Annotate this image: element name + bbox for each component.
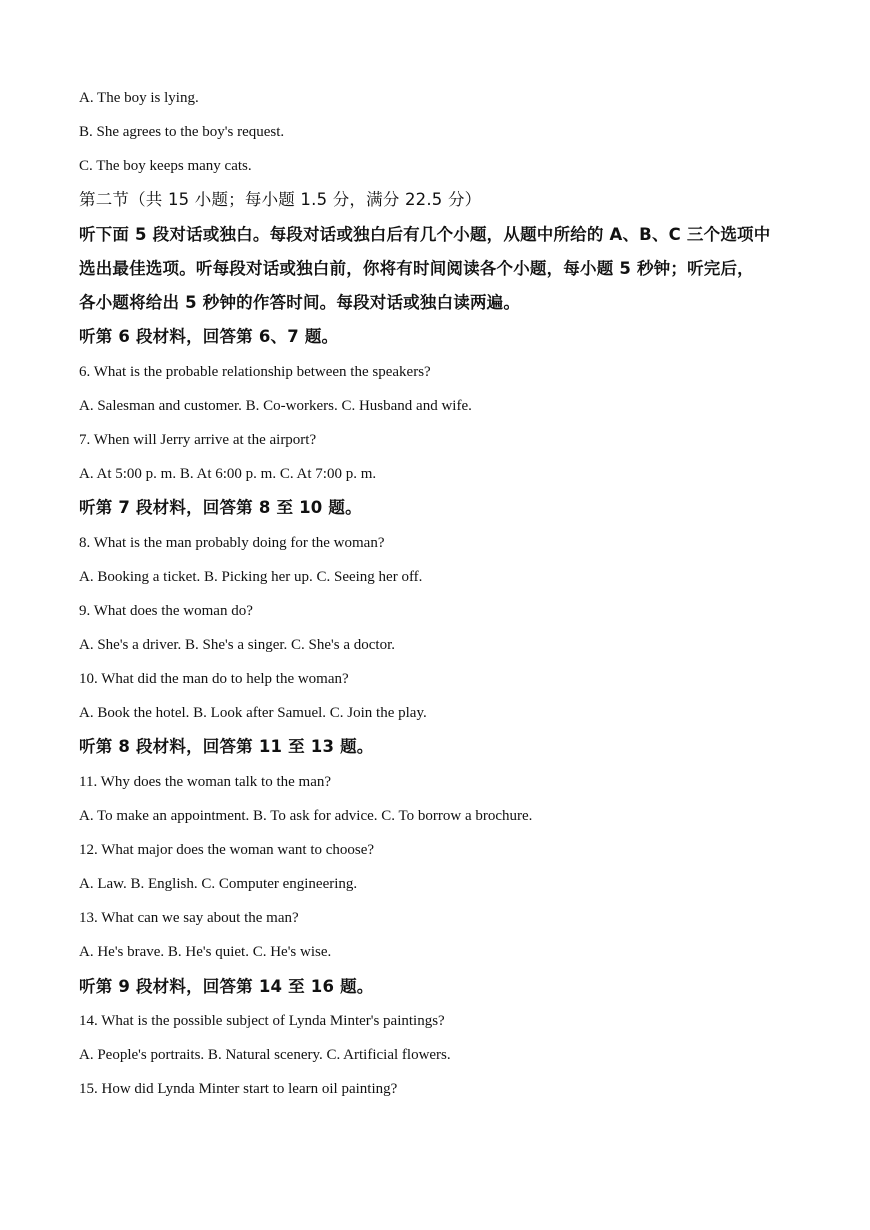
answer-options: A. Law. B. English. C. Computer engineering. <box>79 876 358 892</box>
answer-options: A. Book the hotel. B. Look after Samuel. C. Join the play. <box>79 705 427 721</box>
material-heading: 听第 9 段材料，回答第 14 至 16 题。 <box>79 977 374 996</box>
material-heading: 听第 8 段材料，回答第 11 至 13 题。 <box>79 737 374 756</box>
answer-options: A. Booking a ticket. B. Picking her up. C. Seeing her off. <box>79 569 423 585</box>
instructions-line: 听下面 5 段对话或独白。每段对话或独白后有几个小题，从题中所给的 A、B、C 三个选项中 <box>79 225 771 244</box>
material-heading: 听第 7 段材料，回答第 8 至 10 题。 <box>79 498 362 517</box>
question: 15. How did Lynda Minter start to learn oil painting? <box>79 1081 398 1097</box>
answer-options: A. He's brave. B. He's quiet. C. He's wise. <box>79 944 332 960</box>
question: 14. What is the possible subject of Lynda Minter's paintings? <box>79 1013 445 1029</box>
answer-option: C. The boy keeps many cats. <box>79 158 252 174</box>
question: 6. What is the probable relationship between the speakers? <box>79 364 431 380</box>
material-heading: 听第 6 段材料，回答第 6、7 题。 <box>79 327 339 346</box>
question: 11. Why does the woman talk to the man? <box>79 774 332 790</box>
section-heading: 第二节（共 15 小题；每小题 1.5 分，满分 22.5 分） <box>79 190 482 209</box>
answer-options: A. To make an appointment. B. To ask for advice. C. To borrow a brochure. <box>79 808 533 824</box>
question: 12. What major does the woman want to choose? <box>79 842 375 858</box>
answer-option: B. She agrees to the boy's request. <box>79 124 285 140</box>
instructions-line: 各小题将给出 5 秒钟的作答时间。每段对话或独白读两遍。 <box>79 293 521 312</box>
answer-option: A. The boy is lying. <box>79 90 199 106</box>
answer-options: A. People's portraits. B. Natural scenery. C. Artificial flowers. <box>79 1047 451 1063</box>
question: 8. What is the man probably doing for the woman? <box>79 535 385 551</box>
answer-options: A. She's a driver. B. She's a singer. C. She's a doctor. <box>79 637 395 653</box>
answer-options: A. Salesman and customer. B. Co-workers. C. Husband and wife. <box>79 398 472 414</box>
question: 10. What did the man do to help the woman? <box>79 671 349 687</box>
question: 7. When will Jerry arrive at the airport? <box>79 432 317 448</box>
answer-options: A. At 5:00 p. m. B. At 6:00 p. m. C. At 7:00 p. m. <box>79 466 377 482</box>
instructions-line: 选出最佳选项。听每段对话或独白前，你将有时间阅读各个小题，每小题 5 秒钟；听完后， <box>79 259 754 278</box>
question: 13. What can we say about the man? <box>79 910 299 926</box>
question: 9. What does the woman do? <box>79 603 253 619</box>
